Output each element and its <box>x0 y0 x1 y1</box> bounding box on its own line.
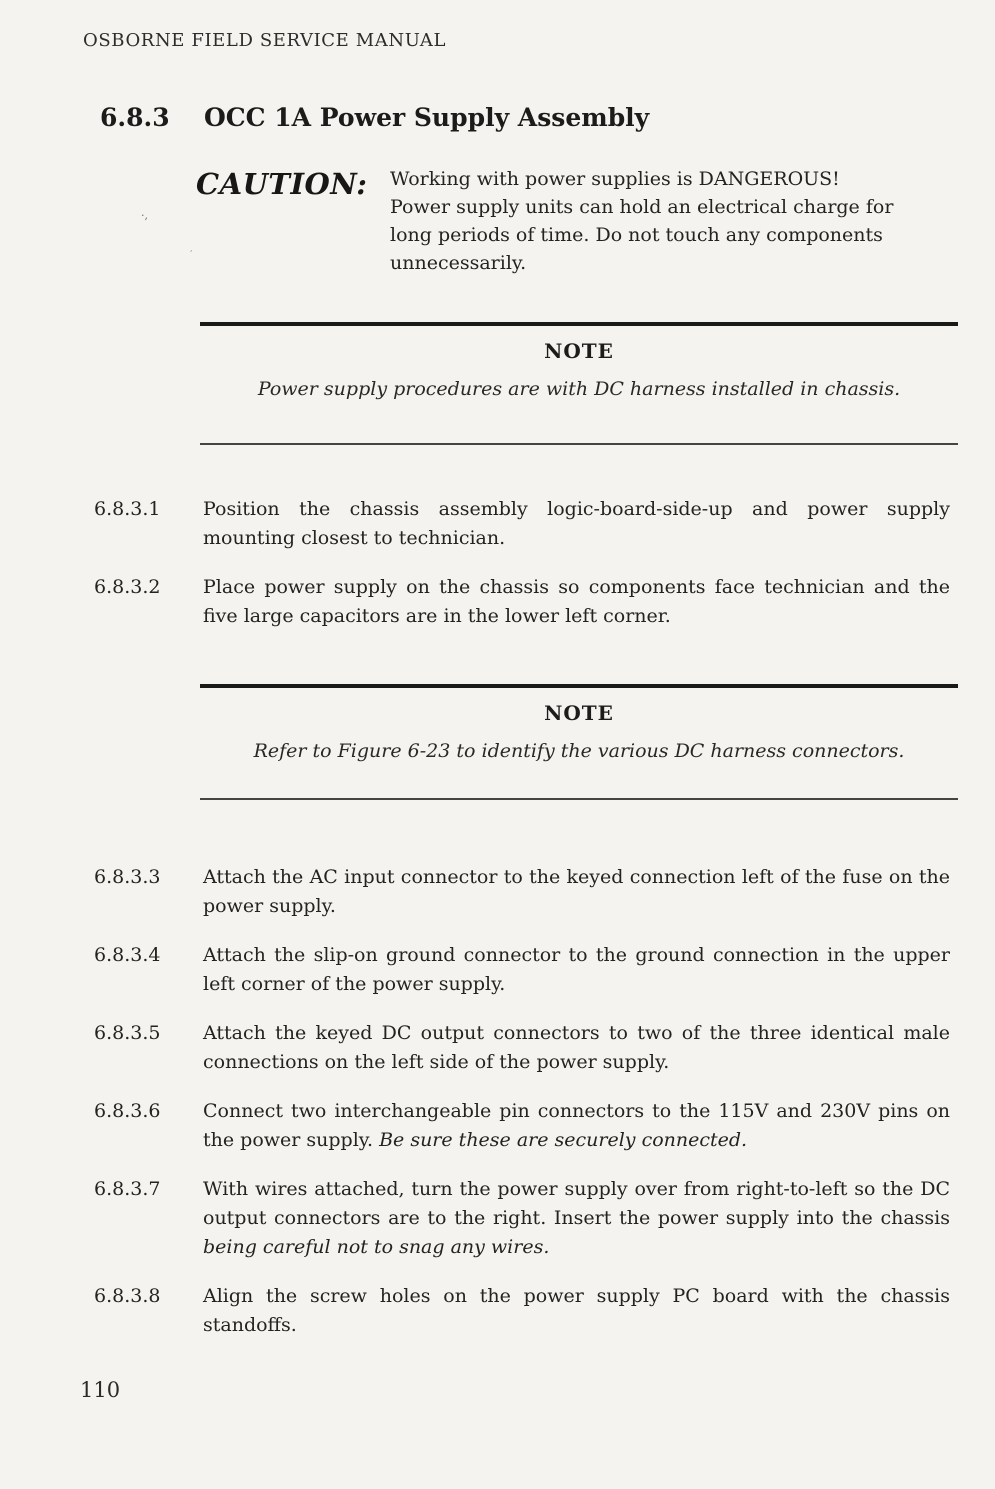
page-number: 110 <box>80 1378 121 1402</box>
step-text: Attach the slip-on ground connector to the ground connection in the upper left corner of the power supply. <box>203 944 950 995</box>
caution-text <box>390 165 893 277</box>
step-text: Position the chassis assembly logic-board-side-up and power supply mounting closest to technician. <box>203 498 950 549</box>
caution-label: CAUTION: <box>196 167 368 201</box>
caution-line: long periods of time. Do not touch any components <box>390 224 883 246</box>
section-heading <box>100 103 649 132</box>
step-text: With wires attached, turn the power supply over from right-to-left so the DC output connectors are to the right. Insert the power supply into the chassis being careful not to snag any wires. <box>203 1178 950 1258</box>
note-text: Refer to Figure 6-23 to identify the various DC harness connectors. <box>253 740 905 762</box>
step-number: 6.8.3.3 <box>94 866 161 888</box>
scan-speck: ·, <box>141 209 148 222</box>
step-item <box>94 1019 950 1077</box>
step-item <box>94 941 950 999</box>
step-text: Attach the AC input connector to the keyed connection left of the fuse on the power supply. <box>203 866 950 917</box>
step-number: 6.8.3.8 <box>94 1285 161 1307</box>
step-number: 6.8.3.6 <box>94 1100 161 1122</box>
caution-line: Power supply units can hold an electrical charge for <box>390 196 894 218</box>
note-label: NOTE <box>544 701 614 725</box>
step-text: Attach the keyed DC output connectors to two of the three identical male connections on the left side of the power supply. <box>203 1022 950 1073</box>
note-box <box>200 322 958 445</box>
steps-group-2 <box>94 863 950 1360</box>
step-text: Align the screw holes on the power supply PC board with the chassis standoffs. <box>203 1285 950 1336</box>
step-number: 6.8.3.1 <box>94 498 161 520</box>
scan-speck: , <box>190 244 193 253</box>
step-number: 6.8.3.7 <box>94 1178 161 1200</box>
caution-line: unnecessarily. <box>390 252 527 274</box>
step-item <box>94 495 950 553</box>
step-number: 6.8.3.5 <box>94 1022 161 1044</box>
step-text: Place power supply on the chassis so components face technician and the five large capacitors are in the lower left corner. <box>203 576 950 627</box>
step-number: 6.8.3.4 <box>94 944 161 966</box>
caution-line: Working with power supplies is DANGEROUS! <box>390 168 840 190</box>
step-item <box>94 1097 950 1155</box>
note-box <box>200 684 958 800</box>
step-number: 6.8.3.2 <box>94 576 161 598</box>
step-item <box>94 573 950 631</box>
note-text: Power supply procedures are with DC harness installed in chassis. <box>257 378 901 400</box>
steps-group-1 <box>94 495 950 651</box>
note-label: NOTE <box>544 339 614 363</box>
step-item <box>94 863 950 921</box>
section-title: OCC 1A Power Supply Assembly <box>204 103 650 132</box>
step-text: Connect two interchangeable pin connectors to the 115V and 230V pins on the power supply. Be sure these are securely connected. <box>203 1100 950 1151</box>
caution-block <box>196 165 960 277</box>
running-header: OSBORNE FIELD SERVICE MANUAL <box>83 30 447 51</box>
section-number: 6.8.3 <box>100 103 170 132</box>
step-item <box>94 1175 950 1262</box>
step-item <box>94 1282 950 1340</box>
